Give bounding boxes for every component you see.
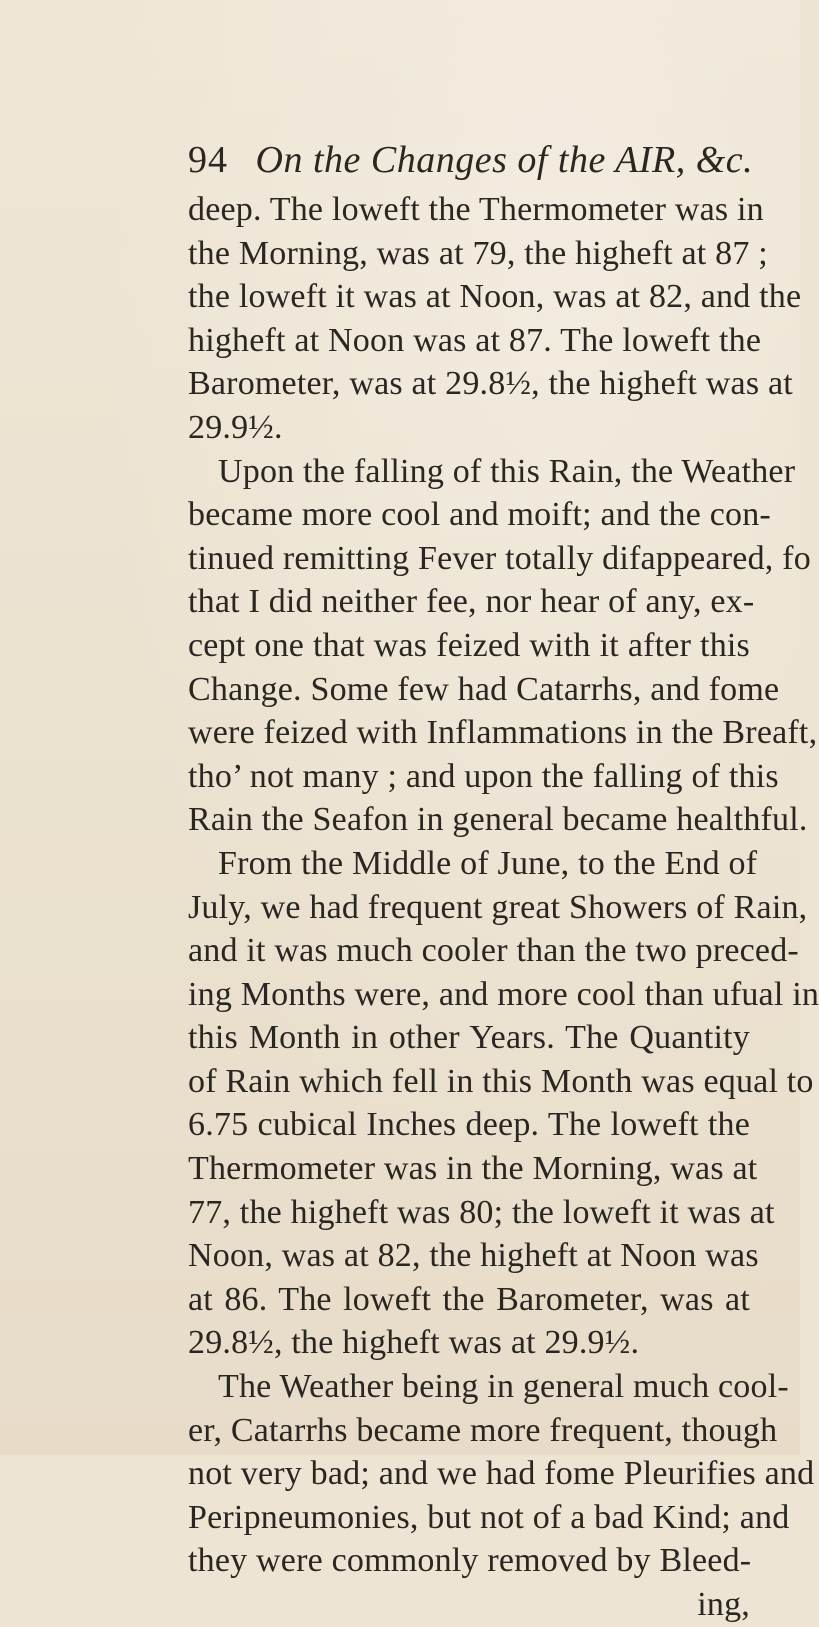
text-line: Noon, was at 82, the higheft at Noon was <box>188 1237 759 1275</box>
text-line: 29.8½, the higheft was at 29.9½. <box>188 1324 640 1362</box>
text-line: were feized with Inflammations in the Breaft, <box>188 714 818 752</box>
text-line: tinued remitting Fever totally difappeared, fo <box>188 539 811 577</box>
text-line: that I did neither fee, nor hear of any, ex- <box>188 583 755 621</box>
text-line: Barometer, was at 29.8½, the higheft was at <box>188 365 793 403</box>
running-head <box>188 135 754 185</box>
text-line: tho’ not many ; and upon the falling of this <box>188 757 779 795</box>
catchword: ing, <box>697 1586 750 1623</box>
text-line: July, we had frequent great Showers of Rain, <box>188 888 808 926</box>
text-line: at 86. The loweft the Barometer, was at <box>188 1280 750 1318</box>
paragraph-start-line: Upon the falling of this Rain, the Weather <box>218 452 796 490</box>
text-line: higheft at Noon was at 87. The loweft the <box>188 321 762 359</box>
text-line: the loweft it was at Noon, was at 82, and the <box>188 278 802 316</box>
running-title: On the Changes of the AIR, &c. <box>255 139 754 181</box>
text-line: became more cool and moift; and the con- <box>188 496 771 534</box>
text-line: the Morning, was at 79, the higheft at 87 ; <box>188 234 768 272</box>
text-line: Peripneumonies, but not of a bad Kind; and <box>188 1498 790 1536</box>
paragraph-start-line: From the Middle of June, to the End of <box>218 844 758 882</box>
paragraph-start-line: The Weather being in general much cool- <box>218 1368 789 1406</box>
text-line: they were commonly removed by Bleed- <box>188 1542 752 1580</box>
text-line: of Rain which fell in this Month was equal to <box>188 1062 814 1100</box>
text-line: this Month in other Years. The Quantity <box>188 1019 750 1057</box>
text-line: 6.75 cubical Inches deep. The loweft the <box>188 1106 750 1144</box>
text-line: Thermometer was in the Morning, was at <box>188 1150 758 1188</box>
text-line: cept one that was feized with it after this <box>188 626 750 664</box>
text-line: Change. Some few had Catarrhs, and fome <box>188 670 780 708</box>
text-line: Rain the Seafon in general became healthful. <box>188 801 808 839</box>
page-number: 94 <box>188 139 228 181</box>
text-line: not very bad; and we had fome Pleurifies and <box>188 1455 815 1493</box>
text-line: 29.9½. <box>188 408 283 446</box>
text-line: 77, the higheft was 80; the loweft it was at <box>188 1193 775 1231</box>
text-line: ing Months were, and more cool than ufual in <box>188 975 819 1013</box>
text-line: and it was much cooler than the two preced- <box>188 932 799 970</box>
body-text <box>188 188 819 1627</box>
text-line: er, Catarrhs became more frequent, though <box>188 1411 778 1449</box>
text-line: deep. The loweft the Thermometer was in <box>188 191 764 228</box>
